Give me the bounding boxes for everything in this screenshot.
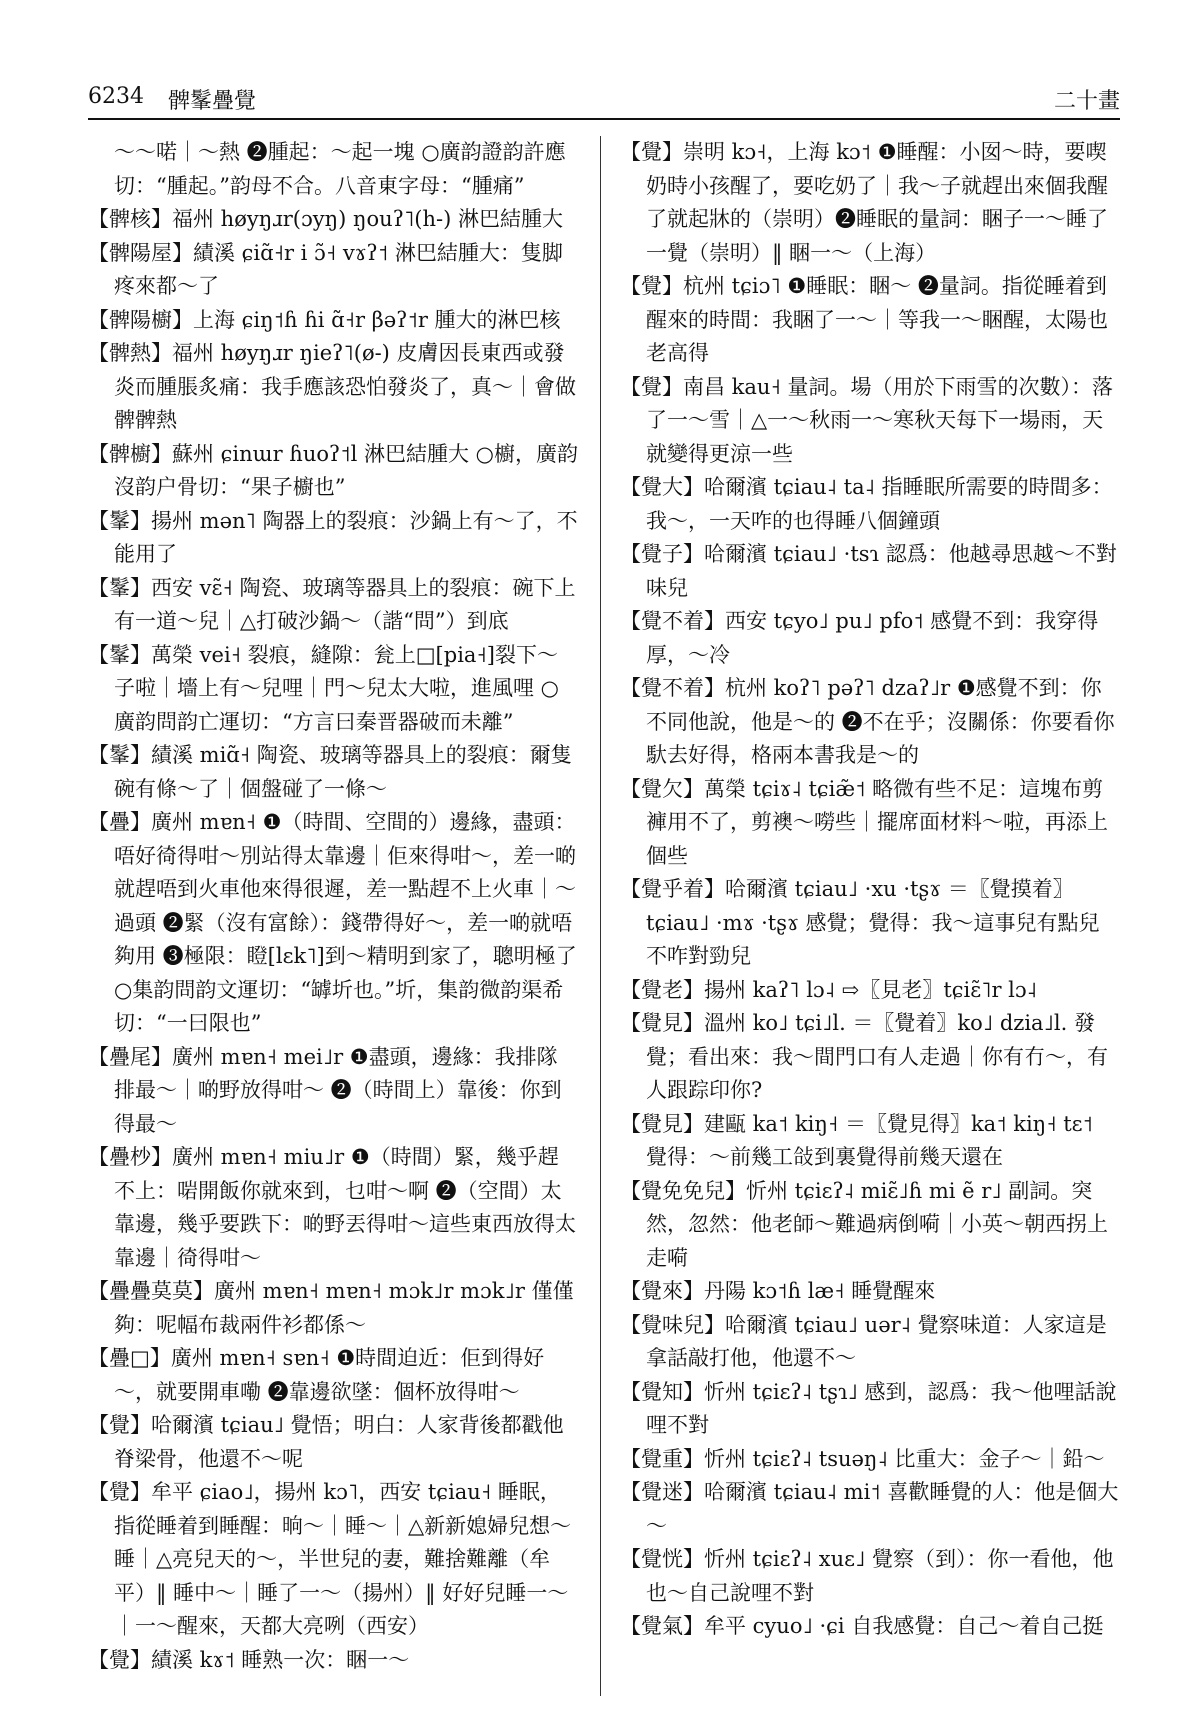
dictionary-entry: 【覺不着】杭州 koʔ˥ pəʔ˥ dzaʔ˩r ❶感覺不到：你不同他說，他是～的 ❷不在乎；沒關係：你要看你馱去好得，格兩本書我是～的 [620,676,1115,767]
dictionary-entry: 【覺恍】忻州 tɕiɛʔ˨ xuɛ˩ 覺察（到）：你一看他，他也～自己說哩不對 [620,1547,1114,1605]
dictionary-entry: 【覺不着】西安 tɕyo˩ pu˩ pfo˦ 感覺不到：我穿得厚，～冷 [620,609,1099,667]
dictionary-entry: 【覺氣】牟平 cyuo˩ ·ɕi 自我感覺：自己～着自己挺 [620,1614,1104,1638]
dictionary-entry: 【覺】杭州 tɕiɔ˥ ❶睡眠：睏～ ❷量詞。指從睡着到醒來的時間：我睏了一～｜等我一～睏醒，太陽也老高得 [620,274,1108,365]
dictionary-entry: 【覺】南昌 kau˧ 量詞。場（用於下雨雪的次數）：落了一～雪｜△一～秋雨一～寒秋天每下一場雨，天就變得更涼一些 [620,374,1113,466]
dictionary-entry: 【髀核】福州 høyŋɹr(ɔyŋ) ŋouʔ˥(h-) 淋巴結腫大 [88,207,563,231]
page-running-title: 髀髼疊覺 [168,89,257,114]
dictionary-entry: 【覺大】哈爾濱 tɕiau˨ ta˨ 指睡眠所需要的時間多：我～，一天咋的也得睡八個鐘頭 [620,475,1113,533]
dictionary-entry: 【覺】牟平 ɕiao˩，揚州 kɔ˥，西安 tɕiau˧ 睡眠，指從睡着到睡醒：晌～｜睡～｜△新新媳婦兒想～睡｜△亮兒天的～，半世兒的妻，難捨難離（牟平）‖ 睡中～｜睡了一～（揚州）‖ 好好兒睡一～｜一～醒來，天都大亮咧（西安） [88,1480,572,1638]
column-divider [600,136,601,1696]
dictionary-entry: 【疊杪】廣州 mɐn˧ miu˩r ❶（時間）緊，幾乎趕不上：啱開飯你就來到，乜咁～啊 ❷（空間）太靠邊，幾乎要跌下：啲野丟得咁～這些東西放得太靠邊｜徛得咁～ [88,1145,576,1270]
page-number: 6234 [88,84,144,109]
dictionary-entry: 【覺老】揚州 kaʔ˥ lɔ˨ ⇨〖見老〗tɕiɛ̃˥r lɔ˨ [620,977,1038,1002]
dictionary-entry: 【疊尾】廣州 mɐn˧ mei˩r ❶盡頭，邊緣：我排隊排最～｜啲野放得咁～ ❷（時間上）靠後：你到得最～ [88,1044,562,1136]
right-column [620,136,1120,1644]
dictionary-entry: 【疊疊莫莫】廣州 mɐn˧ mɐn˧ mɔk˩r mɔk˩r 僅僅夠：呢幅布裁兩件衫都係～ [88,1279,574,1337]
dictionary-entry: 【髼】揚州 mən˥ 陶器上的裂痕：沙鍋上有～了，不能用了 [88,508,578,566]
dictionary-entry: 【髼】績溪 miɑ̃˧ 陶瓷、玻璃等器具上的裂痕：爾隻碗有條～了｜個盤碰了一條～ [88,743,572,801]
page-header [88,80,1120,120]
dictionary-entry: 【覺欠】萬榮 tɕiɤ˨ tɕiæ̃˦ 略微有些不足：這塊布剪褲用不了，剪襖～嘮些｜擺席面材料～啦，再添上個些 [620,776,1108,868]
dictionary-entry: 【覺子】哈爾濱 tɕiau˩ ·tsɿ 認爲：他越尋思越～不對味兒 [620,542,1117,600]
dictionary-entry: 【髀熱】福州 høyŋɹr ŋieʔ˥(ø-) 皮膚因長東西或發炎而腫脹炙痛：我手應該恐怕發炎了，真～｜會做髀髀熱 [88,341,576,432]
dictionary-entry: 【覺】哈爾濱 tɕiau˩ 覺悟；明白：人家背後都戳他脊梁骨，他還不～呢 [88,1413,564,1471]
dictionary-entry: 【髀陽屋】績溪 ɕiɑ̃˧r i ɔ̃˧ vɤʔ˦ 淋巴結腫大：隻脚疼來都～了 [88,240,563,298]
dictionary-entry: 【覺見】建甌 ka˦ kiŋ˧ ＝〖覺見得〗ka˦ kiŋ˧ tɛ˦ 覺得：～前幾工敆到裏覺得前幾天還在 [620,1111,1093,1169]
dictionary-entry: 【覺】崇明 kɔ˧，上海 kɔ˦ ❶睡醒：小囡～時，要喫奶時小孩醒了，要吃奶了｜我～子就趕出來個我醒了就起牀的（崇明）❷睡眠的量詞：睏子一～睡了一覺（崇明）‖ 睏一～（上海） [620,140,1108,265]
dictionary-entry: 【覺來】丹陽 kɔ˦ɦ læ˧ 睡覺醒來 [620,1279,936,1303]
dictionary-entry: 【髼】西安 vɛ̃˧ 陶瓷、玻璃等器具上的裂痕：碗下上有一道～兒｜△打破沙鍋～（諧“問”）到底 [88,575,576,633]
dictionary-entry: 【覺味兒】哈爾濱 tɕiau˩ uər˨ 覺察味道：人家這是拿話敲打他，他還不～ [620,1312,1107,1370]
dictionary-entry: 【覺重】忻州 tɕiɛʔ˨ tsuəŋ˨ 比重大：金子～｜鉛～ [620,1446,1105,1471]
dictionary-entry: 【覺免免兒】忻州 tɕiɛʔ˨ miɛ̃˩ɦ mi ẽ r˩ 副詞。突然，忽然：他老師～難過病倒嗬｜小英～朝西拐上走嗬 [620,1178,1108,1270]
section-label: 二十畫 [1053,89,1120,114]
dictionary-entry: ～～喏｜～熱 ❷腫起：～起一塊 ○廣韵證韵許應切：“腫起。”韵母不合。八音東字母：“腫痛” [114,140,566,198]
dictionary-entry: 【覺乎着】哈爾濱 tɕiau˩ ·xu ·tʂɤ ＝〖覺摸着〗tɕiau˩ ·mɤ ·tʂɤ 感覺；覺得：我～這事兒有點兒不咋對勁兒 [620,877,1100,968]
dictionary-entry: 【髀陽櫥】上海 ɕiŋ˦ɦ ɦi ɑ̃˧r βəʔ˦r 腫大的淋巴核 [88,307,561,332]
left-column [88,136,578,1677]
dictionary-entry: 【覺見】溫州 ko˩ tɕi˩l. ＝〖覺着〗ko˩ dzia˩l. 發覺；看出來：我～間門口有人走過｜你有冇～，有人跟踪印你? [620,1011,1108,1102]
dictionary-entry: 【髼】萬榮 vei˧ 裂痕，縫隙：瓮上□[pia˧]裂下～子啦｜墻上有～兒哩｜門～兒太大啦，進風哩 ○廣韵問韵亡運切：“方言曰秦晋器破而未離” [88,642,559,734]
dictionary-entry: 【覺知】忻州 tɕiɛʔ˨ tʂɿ˩ 感到，認爲：我～他哩話說哩不對 [620,1379,1117,1437]
dictionary-entry: 【覺】績溪 kɤ˦ 睡熟一次：睏一～ [88,1647,410,1672]
dictionary-entry: 【疊】廣州 mɐn˧ ❶（時間、空間的）邊緣，盡頭：唔好徛得咁～別站得太靠邊｜佢來得咁～，差一啲就趕唔到火車他來得很遲，差一點趕不上火車｜～過頭 ❷緊（沒有富餘）：錢帶得好～，差一啲就唔夠用 ❸極限：瞪[lɛk˥]到～精明到家了，聰明極了 ○集韵問韵文運切：“罅圻也。”圻，集韵微韵渠希切：“一曰限也” [88,810,577,1035]
header-rule [88,118,1120,120]
dictionary-entry: 【覺迷】哈爾濱 tɕiau˨ mi˦ 喜歡睡覺的人：他是個大～ [620,1480,1119,1538]
dictionary-entry: 【疊□】廣州 mɐn˧ sɐn˧ ❶時間迫近：佢到得好～，就要開車嘞 ❷靠邊欲墜：個杯放得咁～ [88,1346,545,1404]
dictionary-entry: 【髀櫥】蘇州 ɕinɯr ɦuoʔ˦l 淋巴結腫大 ○櫥，廣韵沒韵户骨切：“果子櫥也” [88,441,579,499]
